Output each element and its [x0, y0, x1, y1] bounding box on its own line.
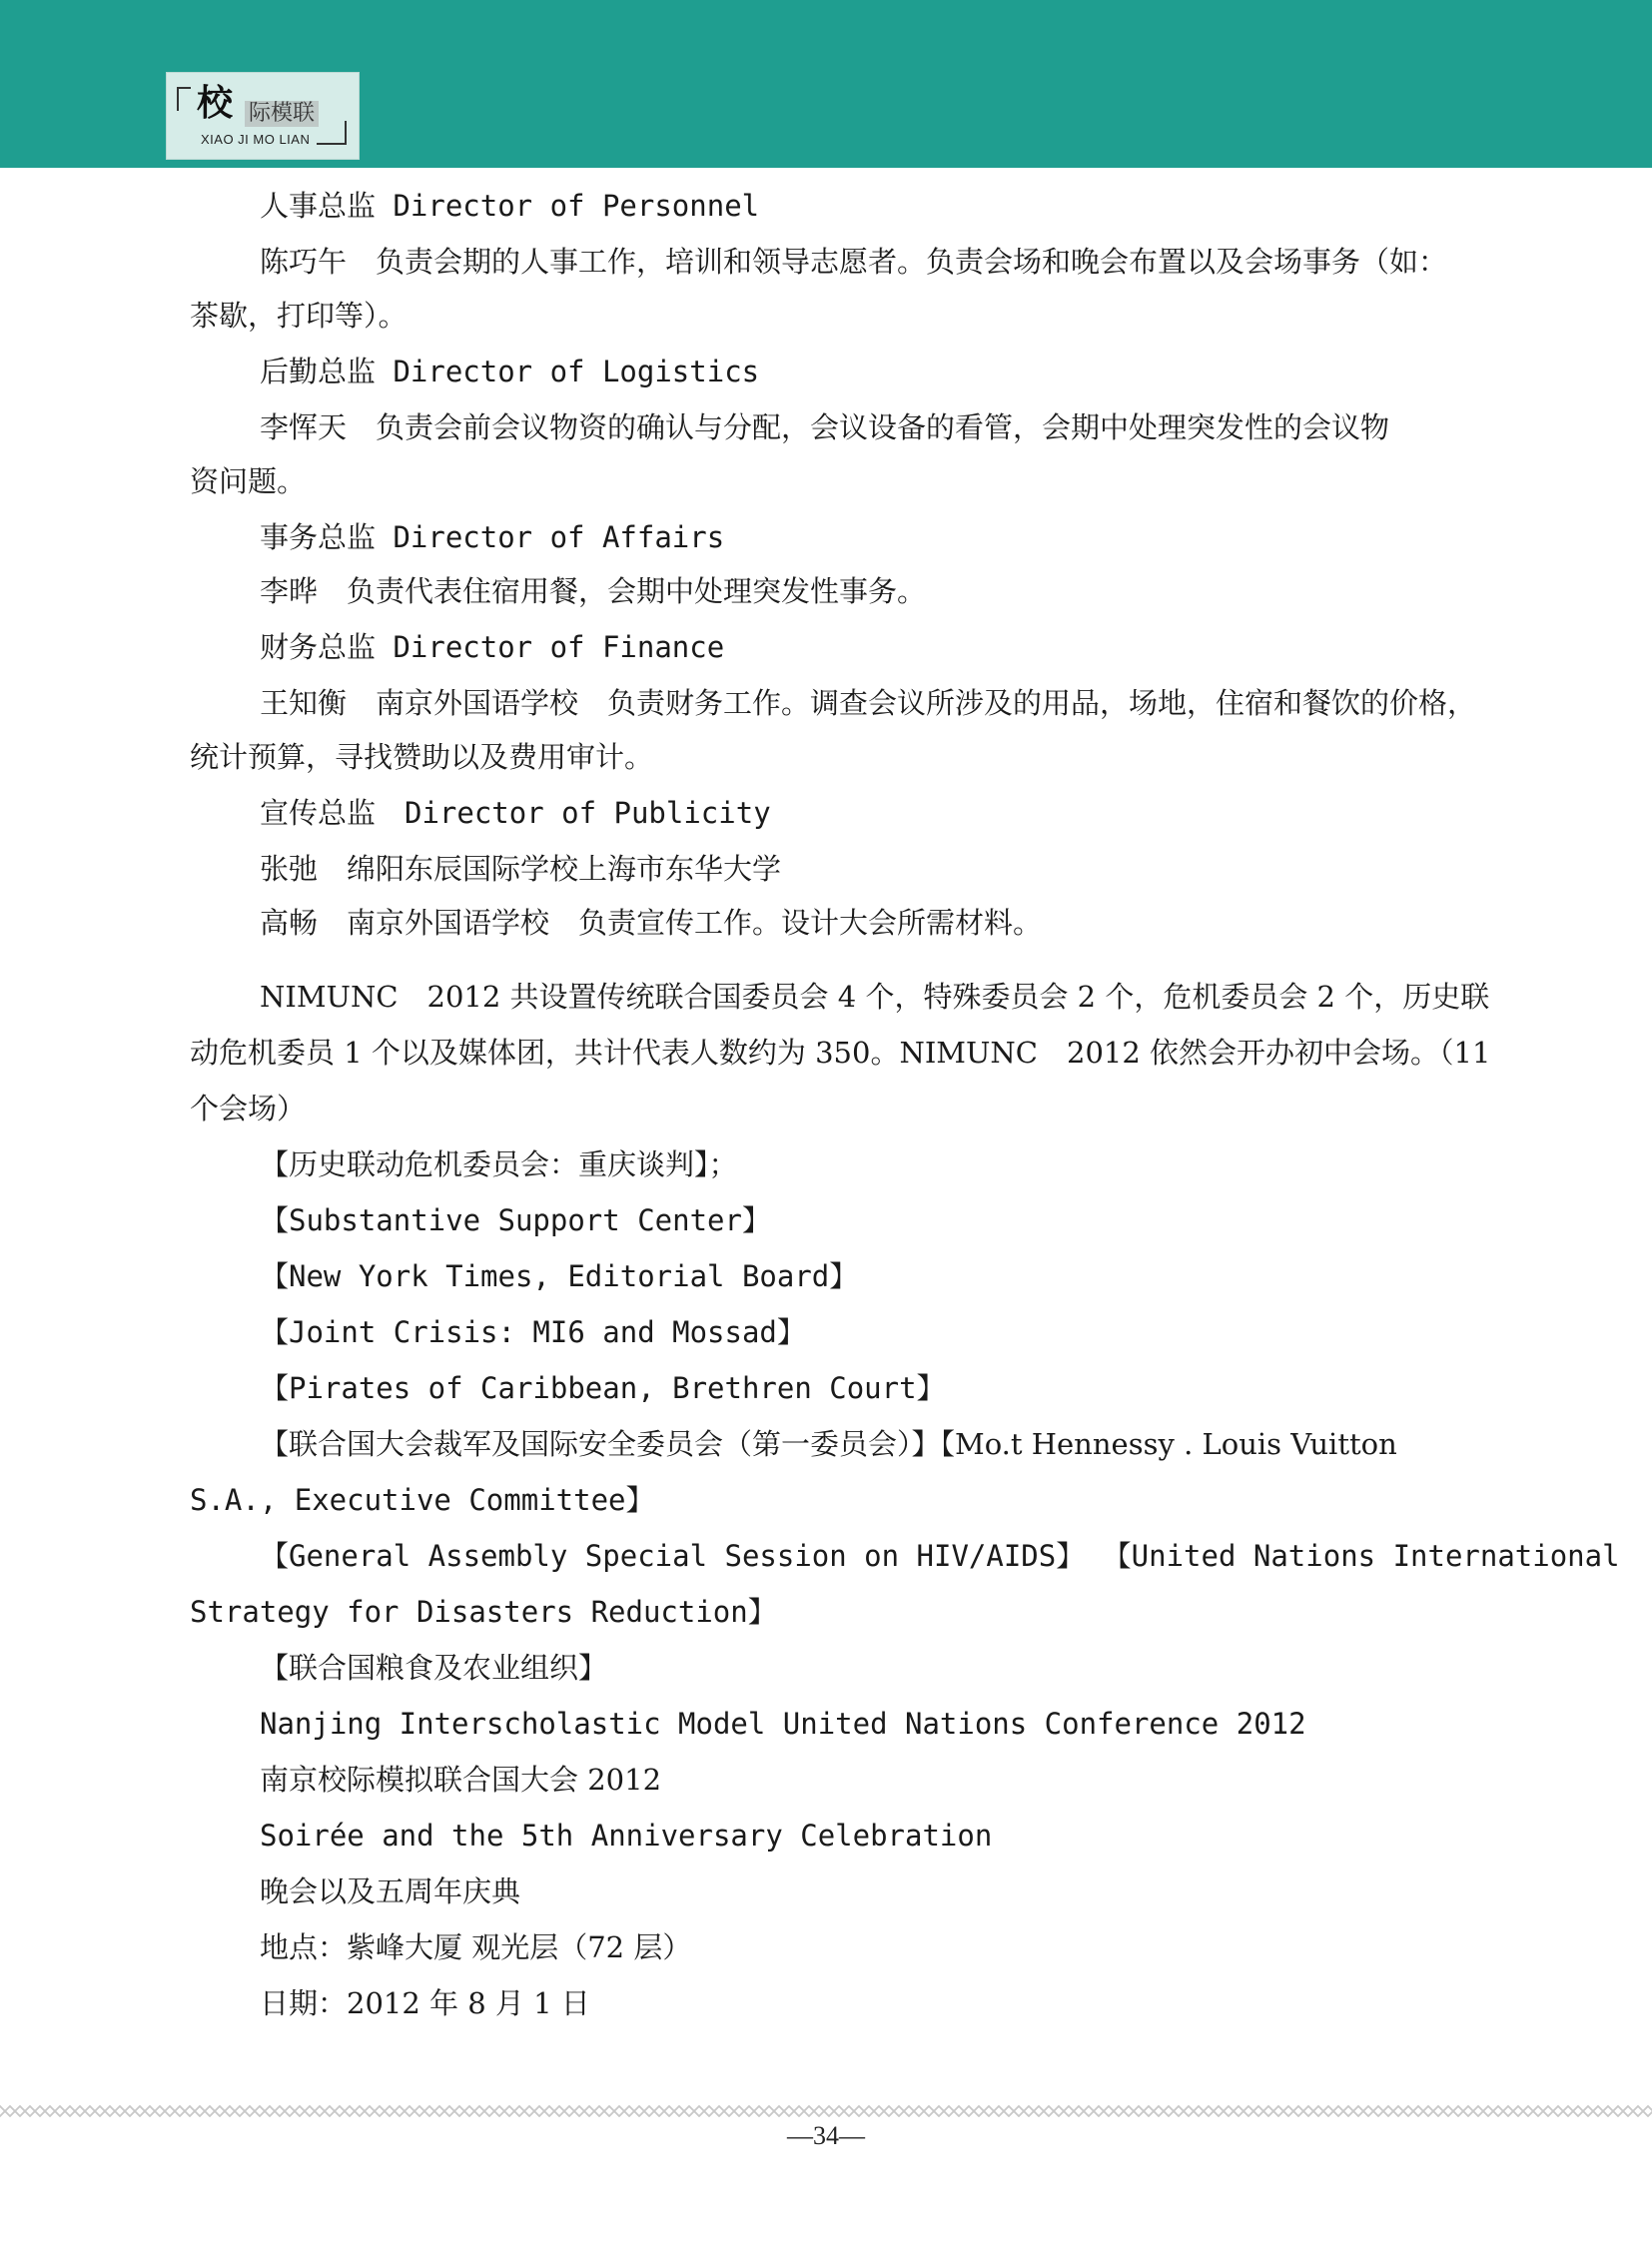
text-line: NIMUNC 2012 共设置传统联合国委员会 4 个，特殊委员会 2 个，危机委员会 2 个，历史联	[260, 980, 1490, 1014]
committee-item: 【Pirates of Caribbean, Brethren Court】	[260, 1371, 946, 1405]
committee-item: 【General Assembly Special Session on HIV/AIDS】 【United Nations International	[260, 1539, 1620, 1573]
committee-item: Strategy for Disasters Reduction】	[190, 1595, 777, 1629]
logo-corner-decoration	[317, 143, 347, 145]
role-heading-finance: 财务总监 Director of Finance	[260, 630, 725, 664]
footer-divider	[0, 2105, 1652, 2117]
event-date: 日期：2012 年 8 月 1 日	[260, 1986, 590, 2020]
role-heading-personnel: 人事总监 Director of Personnel	[260, 189, 760, 223]
logo-corner-decoration	[177, 87, 191, 89]
event-title-en: Nanjing Interscholastic Model United Nations Conference 2012	[260, 1707, 1306, 1741]
committee-item: 【历史联动危机委员会：重庆谈判】；	[260, 1147, 738, 1181]
role-heading-publicity: 宣传总监 Director of Publicity	[260, 796, 771, 830]
committee-item: 【Substantive Support Center】	[260, 1203, 771, 1237]
text-line: 李恽天 负责会前会议物资的确认与分配，会议设备的看管，会期中处理突发性的会议物	[260, 410, 1390, 444]
committee-item: S.A., Executive Committee】	[190, 1483, 655, 1517]
text-line: 资问题。	[190, 464, 307, 498]
event-soiree-cn: 晚会以及五周年庆典	[260, 1874, 521, 1908]
page-number: —34—	[787, 2121, 865, 2150]
logo-pinyin: XIAO JI MO LIAN	[201, 132, 311, 147]
text-line: 统计预算，寻找赞助以及费用审计。	[190, 740, 654, 774]
text-line: 李晔 负责代表住宿用餐，会期中处理突发性事务。	[260, 574, 927, 608]
logo-corner-decoration	[345, 121, 347, 145]
text-line: 陈巧午 负责会期的人事工作，培训和领导志愿者。负责会场和晚会布置以及会场事务（如：	[260, 245, 1448, 279]
text-line: 王知衡 南京外国语学校 负责财务工作。调查会议所涉及的用品，场地，住宿和餐饮的价格，	[260, 686, 1477, 720]
text-line: 动危机委员 1 个以及媒体团，共计代表人数约为 350。NIMUNC 2012 依然会开办初中会场。（11	[190, 1036, 1491, 1070]
text-line: 张弛 绵阳东辰国际学校上海市东华大学	[260, 852, 782, 886]
event-location: 地点：紫峰大厦 观光层（72 层）	[260, 1930, 692, 1964]
event-title-cn: 南京校际模拟联合国大会 2012	[260, 1763, 662, 1797]
text-line: 茶歇，打印等）。	[190, 299, 408, 333]
role-heading-logistics: 后勤总监 Director of Logistics	[260, 355, 760, 388]
event-soiree-en: Soirée and the 5th Anniversary Celebration	[260, 1819, 993, 1853]
committee-item: 【联合国大会裁军及国际安全委员会（第一委员会）】【Mo.t Hennessy . Louis Vuitton	[260, 1427, 1397, 1461]
logo-subtitle: 际模联	[245, 101, 319, 127]
committee-item: 【New York Times, Editorial Board】	[260, 1259, 859, 1293]
text-line: 个会场）	[190, 1092, 307, 1125]
logo	[166, 72, 360, 160]
logo-main-character: 校	[197, 82, 234, 124]
text-line: 高畅 南京外国语学校 负责宣传工作。设计大会所需材料。	[260, 906, 1043, 940]
committee-item: 【Joint Crisis: MI6 and Mossad】	[260, 1315, 806, 1349]
role-heading-affairs: 事务总监 Director of Affairs	[260, 520, 725, 554]
logo-corner-decoration	[177, 87, 179, 111]
committee-item: 【联合国粮食及农业组织】	[260, 1651, 608, 1685]
